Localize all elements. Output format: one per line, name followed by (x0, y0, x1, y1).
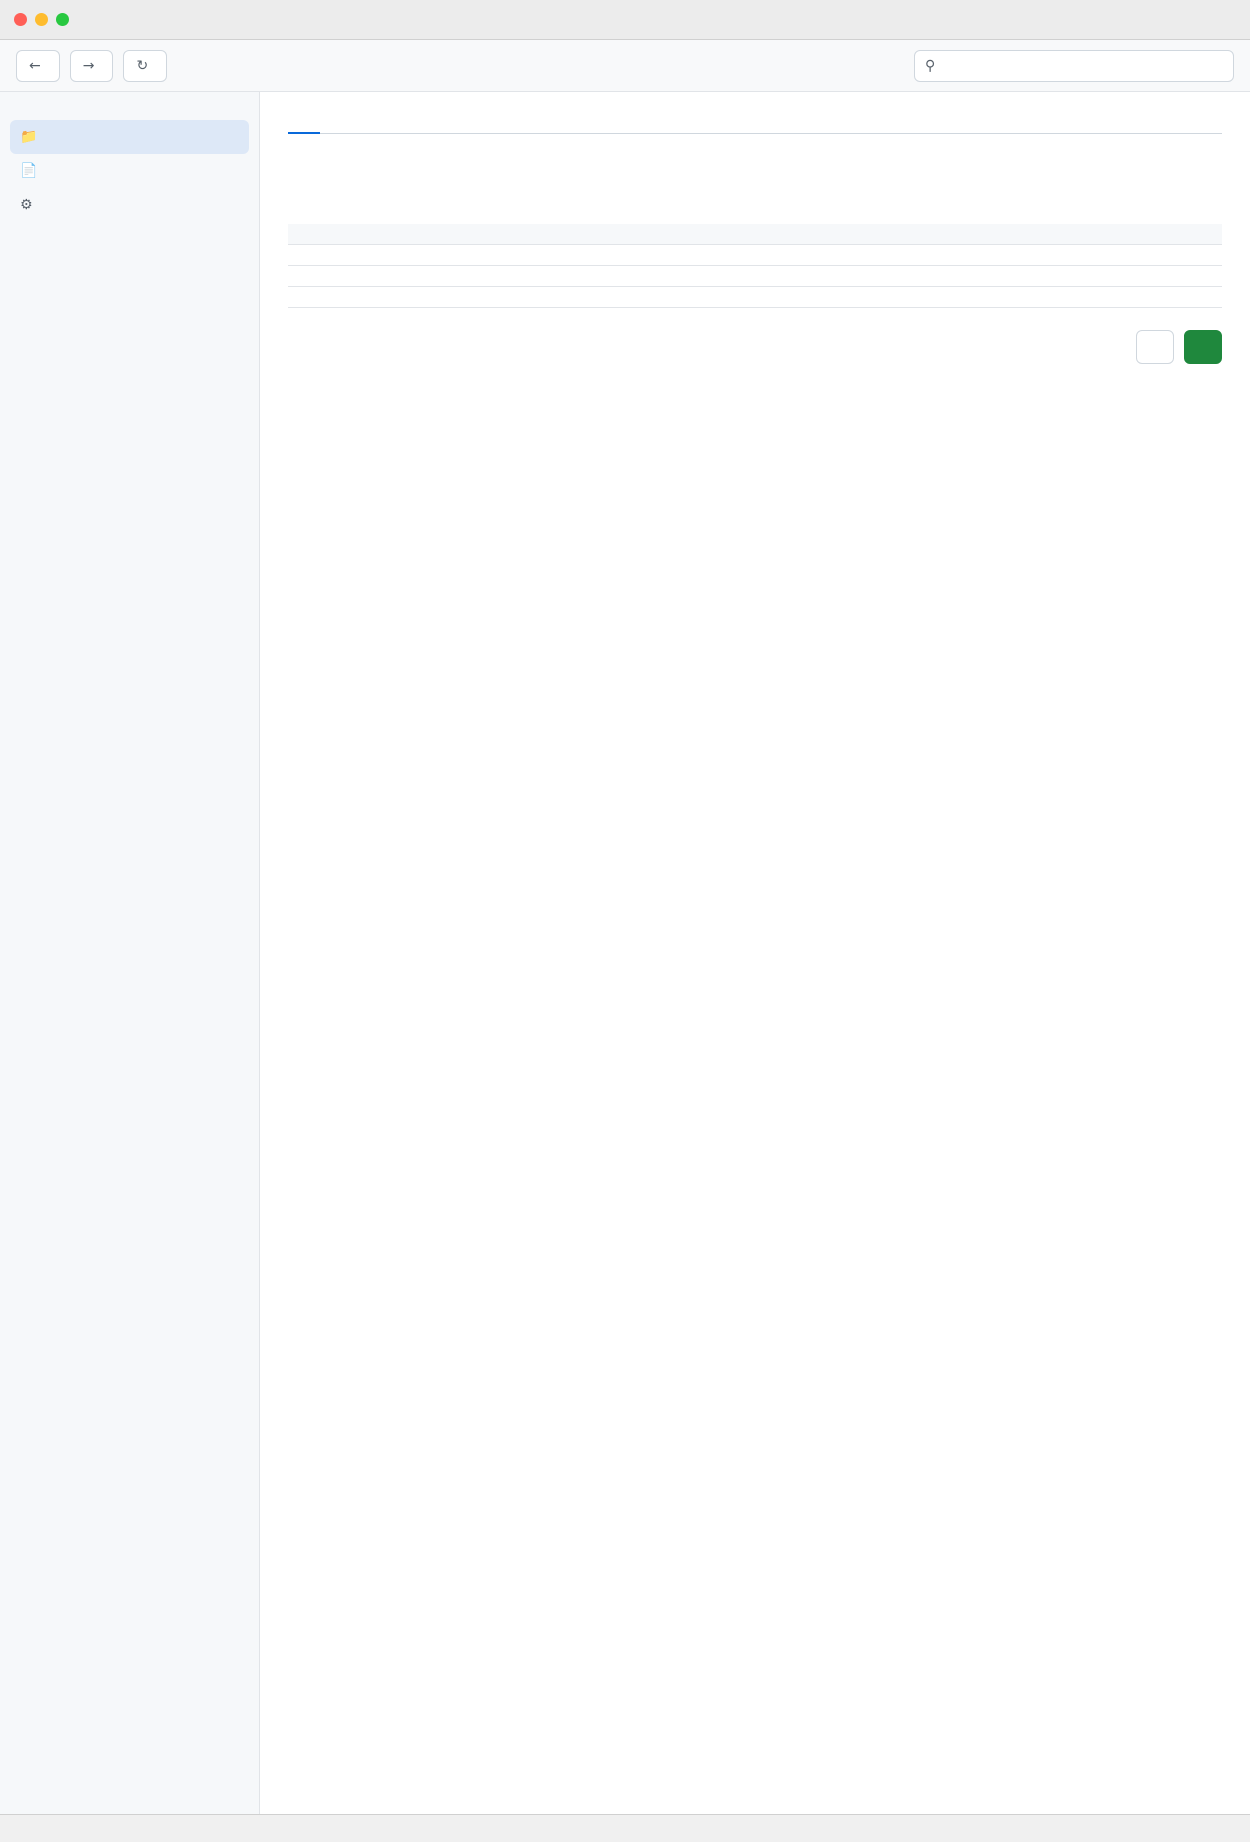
table-cell (911, 245, 1222, 266)
window-controls (14, 13, 69, 26)
main-panel (260, 92, 1250, 1814)
secondary-action-button[interactable] (1136, 330, 1174, 364)
table-cell (288, 245, 599, 266)
column-header[interactable] (911, 224, 1222, 245)
table-row[interactable] (288, 245, 1222, 266)
page-title (288, 152, 1222, 180)
content-area (0, 92, 1250, 1814)
sidebar-item[interactable] (10, 154, 249, 188)
status-bar (0, 1814, 1250, 1842)
tab-second[interactable] (324, 114, 356, 134)
refresh-icon: ↻ (136, 57, 149, 74)
table-cell (911, 266, 1222, 287)
tab-first[interactable] (288, 114, 320, 134)
folder-icon: 📁 (20, 129, 38, 145)
sidebar (0, 92, 260, 1814)
sidebar-item[interactable] (10, 120, 249, 154)
close-window-button[interactable] (14, 13, 27, 26)
search-icon: ⚲ (925, 57, 936, 74)
table-cell (288, 287, 599, 308)
table-cell (599, 266, 910, 287)
back-button[interactable] (16, 50, 60, 82)
sidebar-item[interactable] (10, 188, 249, 222)
column-header[interactable] (288, 224, 599, 245)
tab-third[interactable] (360, 114, 392, 134)
table-row[interactable] (288, 266, 1222, 287)
arrow-right-icon: → (82, 57, 95, 74)
arrow-left-icon: ← (29, 57, 41, 74)
primary-action-button[interactable] (1184, 330, 1222, 364)
search-input[interactable] (941, 58, 1223, 73)
sidebar-heading (10, 106, 249, 120)
settings-icon: ⚙ (20, 197, 33, 213)
data-table (288, 224, 1222, 308)
tab-bar (288, 114, 1222, 134)
refresh-button[interactable] (123, 50, 167, 82)
table-cell (599, 287, 910, 308)
table-cell (911, 287, 1222, 308)
table-cell (599, 245, 910, 266)
page-subtitle (288, 188, 1222, 206)
table-cell (288, 266, 599, 287)
forward-button[interactable] (70, 50, 114, 82)
column-header[interactable] (599, 224, 910, 245)
toolbar (0, 40, 1250, 92)
title-bar (0, 0, 1250, 40)
maximize-window-button[interactable] (56, 13, 69, 26)
table-header-row (288, 224, 1222, 245)
file-icon: 📄 (20, 163, 38, 179)
footer-actions (288, 330, 1222, 364)
search-box[interactable] (914, 50, 1234, 82)
minimize-window-button[interactable] (35, 13, 48, 26)
table-row[interactable] (288, 287, 1222, 308)
